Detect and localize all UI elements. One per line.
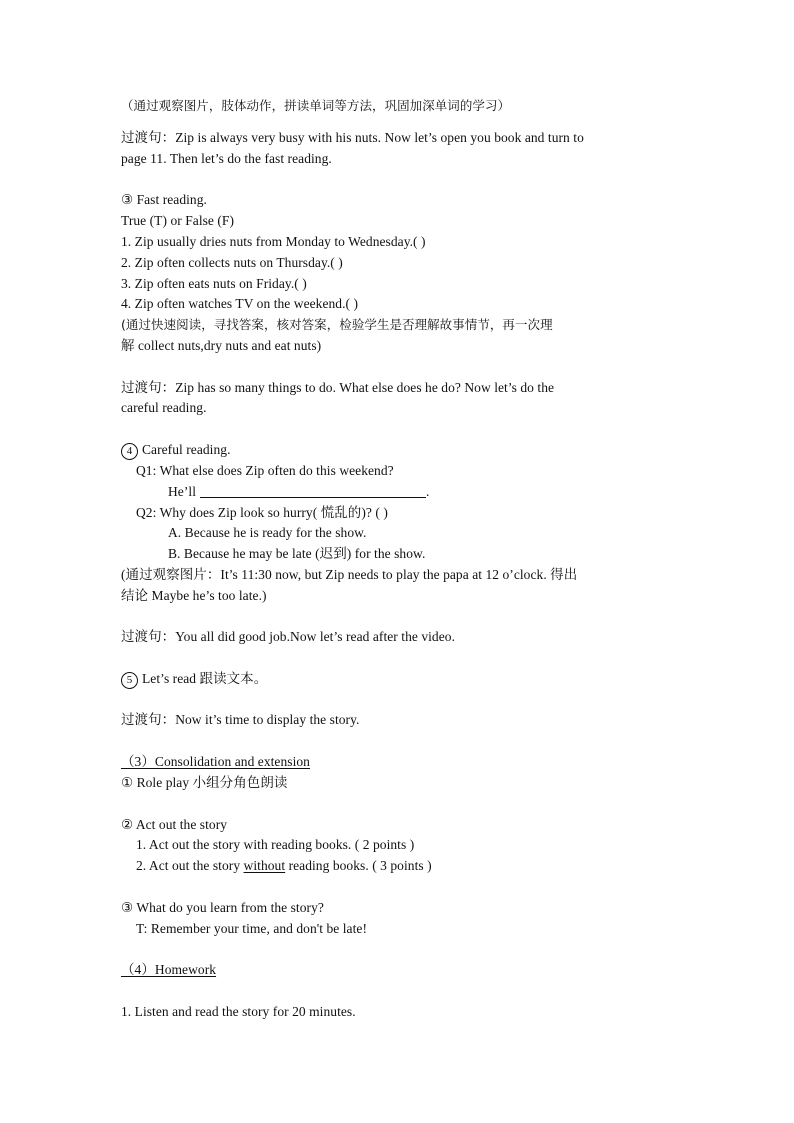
section-label: Let’s read 跟读文本。 [142,671,268,686]
answer-prefix: He’ll [168,484,196,499]
question-item: 3. Zip often eats nuts on Friday.( ) [121,276,307,291]
true-false-instruction: True (T) or False (F) [121,213,235,228]
section-lets-read [121,669,267,689]
act-out-item-1: 1. Act out the story with reading books. ( 2 points ) [136,837,415,852]
act-out-heading: ② Act out the story [121,817,228,832]
transition-line-3: 过渡句：Zip has so many things to do. What else does he do? Now let’s do the [121,380,555,395]
answer-end: . [426,484,430,499]
homework-item: 1. Listen and read the story for 20 minutes. [121,1004,356,1019]
reflection-question: ③ What do you learn from the story? [121,900,324,915]
answer-line-q1 [168,482,429,502]
section-careful-reading [121,440,231,460]
transition-line-5: 过渡句：You all did good job.Now let’s read after the video. [121,629,456,644]
item-text: reading books. ( 3 points ) [285,858,432,873]
role-play-item: ① Role play 小组分角色朗读 [121,775,288,790]
question-q2: Q2: Why does Zip look so hurry( 慌乱的)? ( ) [136,505,388,520]
question-q1: Q1: What else does Zip often do this weekend? [136,463,394,478]
note-fast-reading-2: 解 collect nuts,dry nuts and eat nuts) [121,338,322,353]
note-fast-reading-1 [121,315,553,335]
question-item: 4. Zip often watches TV on the weekend.( ) [121,296,359,311]
option-b: B. Because he may be late (迟到) for the show. [168,546,426,561]
note-careful-reading-2: 结论 Maybe he’s too late.) [121,588,267,603]
step-number-badge: 5 [121,672,138,689]
emphasis-without: without [243,858,286,873]
section-consolidation-heading: （3）Consolidation and extension [121,754,310,769]
section-homework-heading: （4）Homework [121,962,217,977]
transition-line-1: 过渡句：Zip is always very busy with his nuts. Now let’s open you book and turn to [121,130,584,145]
section-label: Careful reading. [142,442,231,457]
transition-line-6: 过渡句：Now it’s time to display the story. [121,712,360,727]
note-text: (通过快速阅读，寻找答案，核对答案，检验学生是否理解故事情节，再一次理 [121,317,553,332]
act-out-item-2 [136,856,432,876]
item-text: 2. Act out the story [136,858,244,873]
reflection-answer: T: Remember your time, and don't be late! [136,921,367,936]
option-a: A. Because he is ready for the show. [168,525,367,540]
transition-line-2: page 11. Then let’s do the fast reading. [121,151,332,166]
question-item: 2. Zip often collects nuts on Thursday.( ) [121,255,343,270]
answer-blank[interactable] [200,483,426,498]
note-careful-reading-1: (通过观察图片：It’s 11:30 now, but Zip needs to play the papa at 12 o’clock. 得出 [121,567,578,582]
note-word-learning [121,96,510,116]
step-number-badge: 4 [121,443,138,460]
note-text: （通过观察图片，肢体动作，拼读单词等方法，巩固加深单词的学习） [121,98,511,113]
section-fast-reading: ③ Fast reading. [121,192,207,207]
question-item: 1. Zip usually dries nuts from Monday to Wednesday.( ) [121,234,426,249]
transition-line-4: careful reading. [121,400,207,415]
